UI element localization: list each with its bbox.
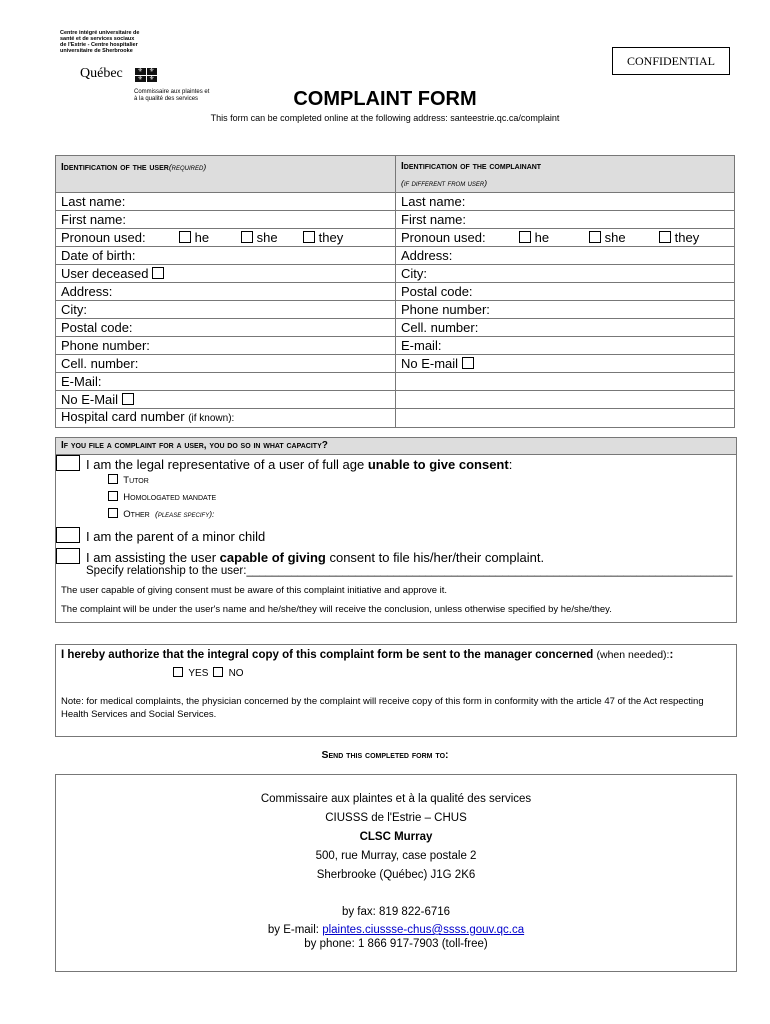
homologated-mandate-option[interactable]: Homologated mandate xyxy=(108,491,216,503)
empty-cell xyxy=(396,409,735,428)
user-no-email-row: No E-Mail xyxy=(56,391,396,409)
complainant-postal-field[interactable]: Postal code: xyxy=(396,283,735,301)
conclusion-note: The complaint will be under the user's name and he/she/they will receive the conclusion, unless otherwise specified by he/she/they. xyxy=(61,604,612,615)
complainant-cell-field[interactable]: Cell. number: xyxy=(396,319,735,337)
empty-cell xyxy=(396,373,735,391)
commissaire-label: Commissaire aux plaintes et à la qualité des services xyxy=(134,89,210,102)
user-phone-field[interactable]: Phone number: xyxy=(56,337,396,355)
homologated-mandate-checkbox[interactable] xyxy=(108,491,118,501)
other-option[interactable]: Other (please specify): xyxy=(108,508,214,520)
complainant-no-email-checkbox[interactable] xyxy=(462,357,474,369)
complainant-phone-field[interactable]: Phone number: xyxy=(396,301,735,319)
identification-table xyxy=(55,155,735,428)
legal-representative-checkbox[interactable] xyxy=(56,455,80,471)
address-line: Sherbrooke (Québec) J1G 2K6 xyxy=(316,869,476,881)
assisting-checkbox[interactable] xyxy=(56,548,80,564)
user-email-field[interactable]: E-Mail: xyxy=(56,373,396,391)
user-postal-field[interactable]: Postal code: xyxy=(56,319,396,337)
complainant-pronoun-row: Pronoun used: he she they xyxy=(396,229,735,247)
capacity-header: If you file a complaint for a user, you do so in what capacity? xyxy=(56,438,736,455)
fleur-de-lis-icon: ⚜ ⚜ ⚜ ⚜ xyxy=(135,68,157,82)
page-title: COMPLAINT FORM xyxy=(293,88,477,110)
complainant-address-field[interactable]: Address: xyxy=(396,247,735,265)
authorization-text: I hereby authorize that the integral copy of this complaint form be sent to the manager concerned (when needed):: xyxy=(61,649,674,661)
quebec-logo: Québec xyxy=(80,66,123,81)
user-no-email-checkbox[interactable] xyxy=(122,393,134,405)
page-subtitle: This form can be completed online at the following address: santeestrie.qc.ca/complaint xyxy=(210,113,560,123)
parent-option[interactable]: I am the parent of a minor child xyxy=(56,527,265,544)
user-address-field[interactable]: Address: xyxy=(56,283,396,301)
capacity-section xyxy=(55,437,737,623)
authorization-section xyxy=(55,644,737,737)
user-deceased-row: User deceased xyxy=(56,265,396,283)
user-cell-field[interactable]: Cell. number: xyxy=(56,355,396,373)
tutor-checkbox[interactable] xyxy=(108,474,118,484)
complainant-first-name-field[interactable]: First name: xyxy=(396,211,735,229)
no-option[interactable]: NO xyxy=(213,667,244,679)
yes-checkbox[interactable] xyxy=(173,667,183,677)
address-line: 500, rue Murray, case postale 2 xyxy=(315,850,477,862)
they-checkbox[interactable] xyxy=(659,231,671,243)
yes-option[interactable]: YES xyxy=(173,667,208,679)
assisting-option[interactable]: I am assisting the user capable of giving consent to file his/her/their complaint. xyxy=(56,548,544,565)
complainant-no-email-row: No E-mail xyxy=(396,355,735,373)
she-checkbox[interactable] xyxy=(589,231,601,243)
user-header: Identification of the user(required) xyxy=(56,156,396,193)
empty-cell xyxy=(396,391,735,409)
no-checkbox[interactable] xyxy=(213,667,223,677)
complainant-city-field[interactable]: City: xyxy=(396,265,735,283)
user-deceased-checkbox[interactable] xyxy=(152,267,164,279)
he-checkbox[interactable] xyxy=(519,231,531,243)
tutor-option[interactable]: Tutor xyxy=(108,474,149,486)
other-checkbox[interactable] xyxy=(108,508,118,518)
email-line: by E-mail: plaintes.ciussse-chus@ssss.gouv.qc.ca xyxy=(267,924,525,936)
relationship-field[interactable]: Specify relationship to the user:____________________________________________________________________________ xyxy=(86,565,733,577)
fax-line: by fax: 819 822-6716 xyxy=(341,906,451,918)
user-pronoun-row: Pronoun used: he she they xyxy=(56,229,396,247)
parent-checkbox[interactable] xyxy=(56,527,80,543)
address-line: CLSC Murray xyxy=(359,831,433,843)
phone-line: by phone: 1 866 917-7903 (toll-free) xyxy=(304,938,488,950)
user-hospital-card-field[interactable]: Hospital card number (if known): xyxy=(56,409,396,428)
user-city-field[interactable]: City: xyxy=(56,301,396,319)
he-checkbox[interactable] xyxy=(179,231,191,243)
send-title: Send this completed form to: xyxy=(321,749,449,761)
address-line: CIUSSS de l'Estrie – CHUS xyxy=(325,812,467,824)
complainant-header: Identification of the complainant (if different from user) xyxy=(396,156,735,193)
address-line: Commissaire aux plaintes et à la qualité des services xyxy=(260,793,532,805)
user-dob-field[interactable]: Date of birth: xyxy=(56,247,396,265)
user-first-name-field[interactable]: First name: xyxy=(56,211,396,229)
medical-note: Note: for medical complaints, the physician concerned by the complaint will receive copy of this form in conformity with the article 47 of the Act respecting Health Services and Social Services. xyxy=(61,696,704,720)
complainant-email-field[interactable]: E-mail: xyxy=(396,337,735,355)
they-checkbox[interactable] xyxy=(303,231,315,243)
complainant-last-name-field[interactable]: Last name: xyxy=(396,193,735,211)
she-checkbox[interactable] xyxy=(241,231,253,243)
user-last-name-field[interactable]: Last name: xyxy=(56,193,396,211)
email-link[interactable]: plaintes.ciussse-chus@ssss.gouv.qc.ca xyxy=(322,924,525,936)
address-section xyxy=(55,774,737,972)
legal-representative-option[interactable]: I am the legal representative of a user of full age unable to give consent: xyxy=(56,455,512,472)
organization-logo-text: Centre intégré universitaire de santé et de services sociaux de l'Estrie - Centre hospitalier universitaire de Sherbrooke xyxy=(60,30,140,54)
consent-note: The user capable of giving consent must be aware of this complaint initiative and approve it. xyxy=(61,585,448,596)
confidential-badge: CONFIDENTIAL xyxy=(612,47,730,75)
